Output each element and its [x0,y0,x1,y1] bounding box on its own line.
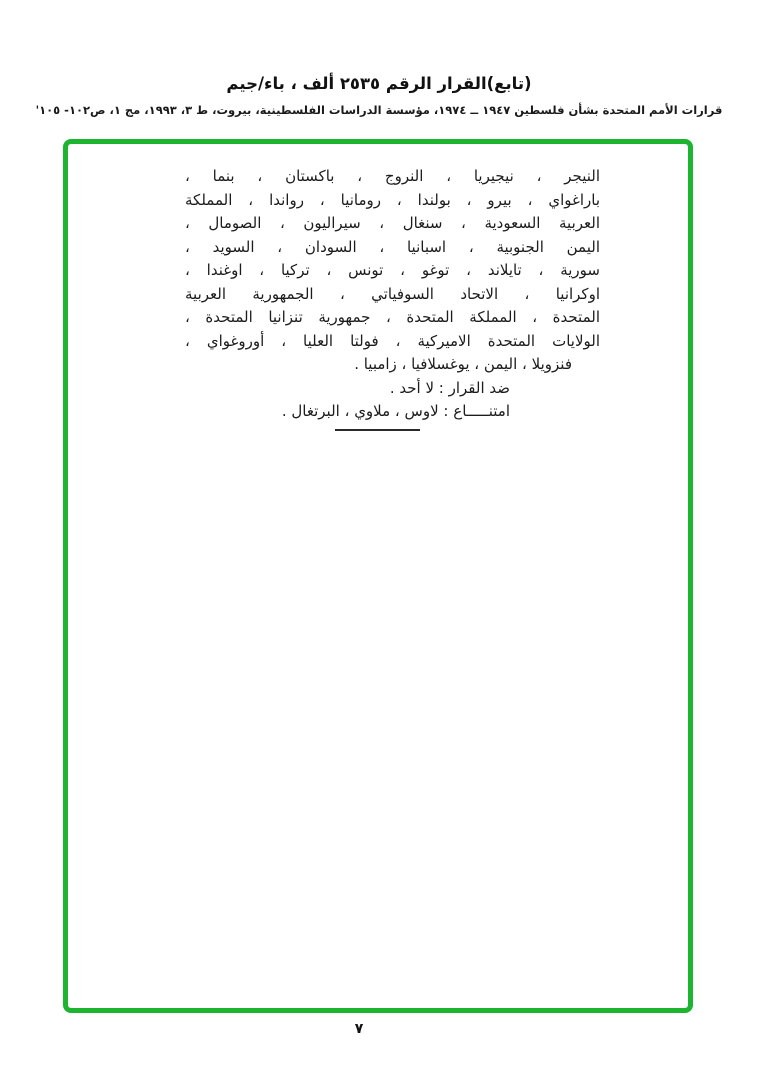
voters-line: العربية السعودية ، سنغال ، سيراليون ، الصومال ، [185,214,600,232]
against-line: ضد القرار : لا أحد . [389,378,510,397]
voters-line: الولايات المتحدة الاميركية ، فولتا العليا ، أوروغواي ، [185,331,600,350]
page-number: ٧ [354,1021,364,1037]
voters-line-last: فنزويلا ، اليمن ، يوغسلافيا ، زامبيا . [354,355,572,373]
voters-line: اوكرانيا ، الاتحاد السوفياتي ، الجمهورية العربية [185,284,600,303]
source-citation: قرارات الأمم المتحدة بشأن فلسطين ١٩٤٧ ــ ١٩٧٤، مؤسسة الدراسات الفلسطينية، بيروت، ط ٣، ١٩٩٣، مج ١، ص١٠٢- ١٠٥' [35,103,723,117]
voters-paragraph [185,165,600,424]
resolution-title: (تابع)القرار الرقم ٢٥٣٥ ألف ، باء/جيم [226,74,532,93]
footnote-divider [335,429,420,431]
abstain-line: امتنـــــاع : لاوس ، ملاوي ، البرتغال . [281,402,510,420]
voters-line: المتحدة ، المملكة المتحدة ، جمهورية تنزانيا المتحدة ، [185,308,600,326]
voters-line: اليمن الجنوبية ، اسبانيا ، السودان ، السويد ، [185,237,600,256]
voters-line: باراغواي ، بيرو ، بولندا ، رومانيا ، رواندا ، المملكة [185,190,600,209]
voters-line: النيجر ، نيجيريا ، النروج ، باكستان ، بنما ، [185,167,600,185]
voters-line: سورية ، تايلاند ، توغو ، تونس ، تركيا ، اوغندا ، [185,261,600,279]
